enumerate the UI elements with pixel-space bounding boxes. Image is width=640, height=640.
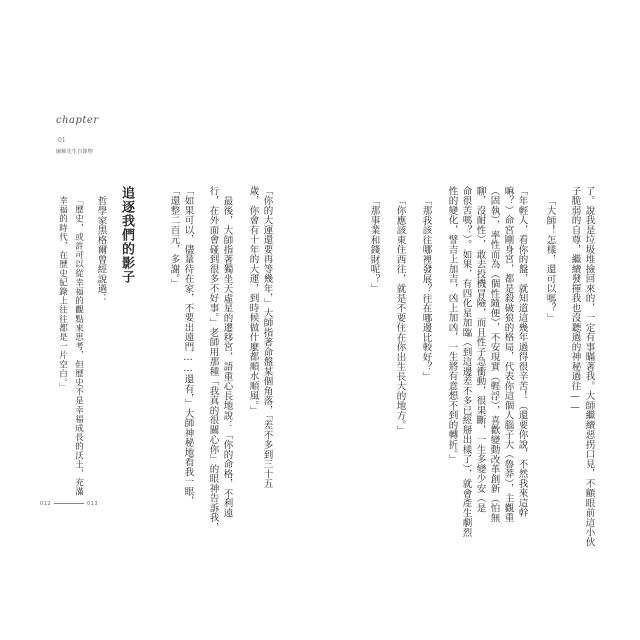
text-column-8: 命很苦嗎？）。如果，有四化星加臨（到這邊差不多已經掰出樣了），就會產生劇烈 [460, 186, 472, 538]
folio-rule [54, 503, 84, 504]
text-column-17: 「如果可以，儘量待在家，不要出遠門……還有，」大師神秘地看我一眼， [182, 186, 194, 506]
text-column-5: 嘛？）命宮剛身宮，都是殺破狼的格局，代表你這個人腦子大（魯莽），主觀重 [502, 186, 514, 523]
text-column-3: 「大師！怎樣，還可以嗎？」 [544, 196, 556, 323]
text-column-4: 「年輕人，看你的盤，就知道這幾年過得很辛苦！（還要你說，不然我來這幹 [516, 186, 528, 518]
chapter-subtitle: 圖解先生自錄物 [56, 149, 94, 155]
text-column-16: 行，在外面會碰到很多不好事。」老師用那種「我真的很關心你」的眼神告訴我， [207, 186, 219, 533]
page-folio [40, 501, 98, 507]
page-number-right: 013 [87, 501, 99, 507]
chapter-script-label: chapter [56, 115, 99, 126]
text-column-2: 子脆弱的自尊，繼續發揮我也沒聽過的神秘過往—— [569, 186, 581, 414]
quote-column-2: 幸福的時代，在歷史紀錄上往往都是一片空白。」 [57, 196, 68, 392]
text-column-6: （固執），率性而為（個性隨便），不安現實（輕浮），喜歡變動改革創新（怕無 [488, 186, 500, 523]
section-heading: 追逐我們的影子 [119, 186, 134, 284]
chapter-number: 01 [58, 137, 66, 144]
text-column-12: 「那事業和錢財呢？」 [368, 196, 380, 294]
text-column-13: 「你的大運還要再等幾年，」大師指著命盤某個角落，「差不多到三十五 [261, 186, 273, 489]
text-column-11: 「你應該東住西往，就是不要住在你出生長大的地方。」 [394, 196, 406, 435]
text-column-15: 最後，大師指著獨坐天虛星的遷移宮，語重心長地說：「你的命格，不利遠 [221, 196, 233, 518]
chapter-mark [56, 108, 106, 155]
text-column-7: 聊，沒耐性），敢去投機冒險，而且性子急衝動，很果斷，一生多變少安（是 [474, 186, 486, 513]
text-column-10: 「那我該往哪裡發展？往在哪邊比較好？」 [420, 196, 432, 382]
text-column-18: 「還整二百元，多謝。」 [168, 186, 180, 289]
text-column-14: 歲，你會有十年的大運，到時候做什麼都順水順風。」 [247, 186, 259, 416]
text-column-1: 了。說我是垃圾堆撿回來的，一定有事瞞著我。大師繼續惡拐口見，不顧眼前這小伙 [583, 186, 595, 547]
text-column-19: 哲學家黑格爾曾經說過： [95, 196, 107, 304]
text-column-9: 性的變化，譬吉上加吉，凶上加凶，一生將有意想不到的轉折。」 [446, 186, 458, 464]
quote-column-1: 「歷史，或許可以從幸福的觀點來思考，但歷史不是幸福成長的沃土，充滿 [73, 196, 84, 497]
page-number-left: 012 [40, 501, 52, 507]
